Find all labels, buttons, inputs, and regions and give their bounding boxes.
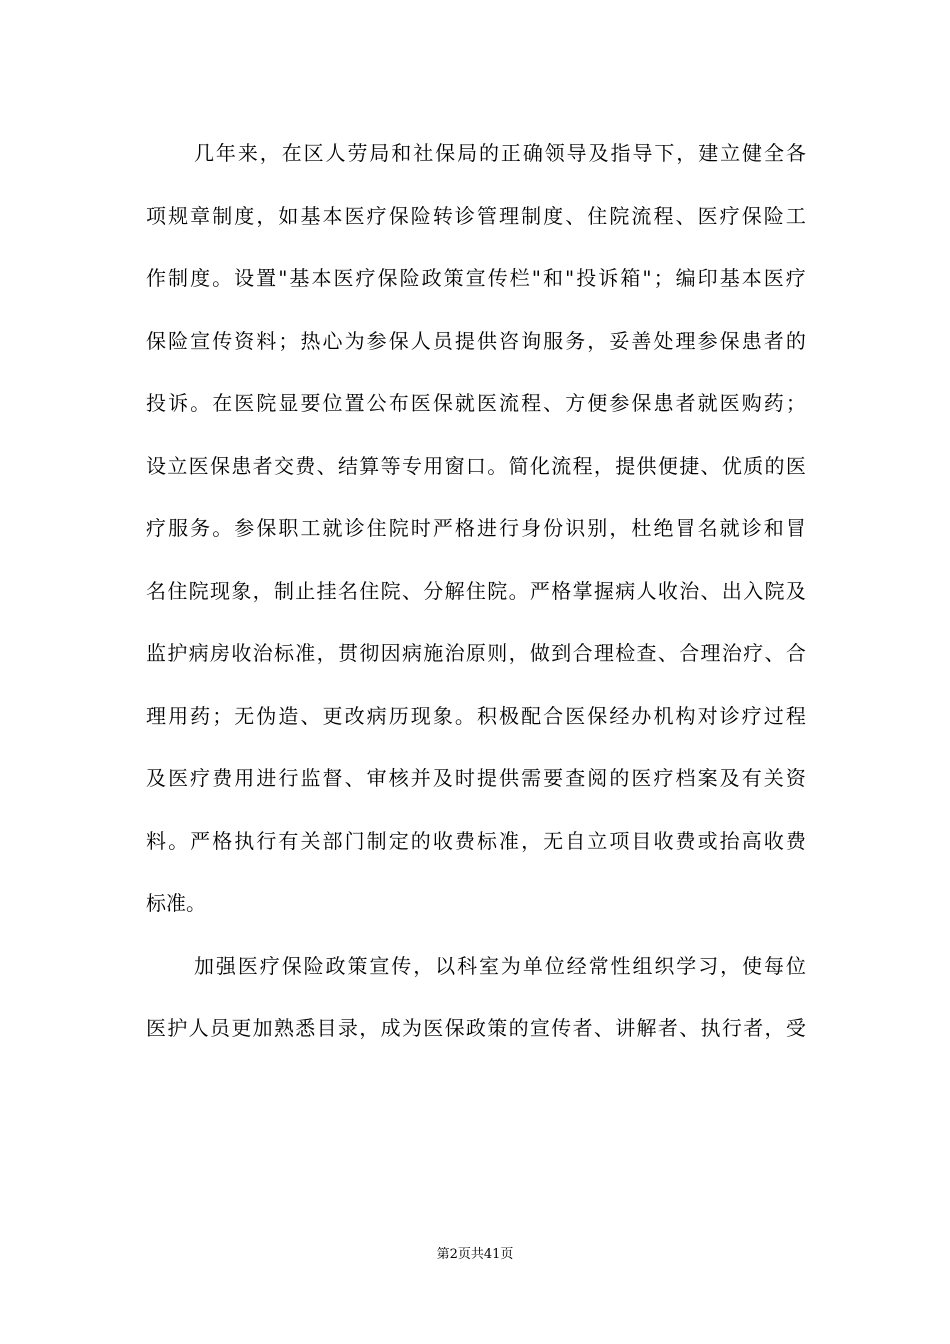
- paragraph-1-line-12: 料 。 严 格 执 行 有 关 部 门 制 定 的 收 费 标 准 ， 无 自 立 项 目 收 费 或 抬 高 收 费: [146, 828, 806, 853]
- paragraph-1-line-8: 名 住 院 现 象 ， 制 止 挂 名 住 院 、 分 解 住 院 。 严 格 掌 握 病 人 收 治 、 出 入 院 及: [146, 578, 806, 603]
- paragraph-1-line-5: 投 诉 。 在 医 院 显 要 位 置 公 布 医 保 就 医 流 程 、 方 便 参 保 患 者 就 医 购 药 ；: [146, 391, 806, 415]
- paragraph-1-line-10: 理 用 药 ； 无 伪 造 、 更 改 病 历 现 象 。 积 极 配 合 医 保 经 办 机 构 对 诊 疗 过 程: [146, 703, 806, 728]
- paragraph-1-line-11: 及 医 疗 费 用 进 行 监 督 、 审 核 并 及 时 提 供 需 要 查 阅 的 医 疗 档 案 及 有 关 资: [146, 766, 806, 790]
- paragraph-2-line-2: 医 护 人 员 更 加 熟 悉 目 录 ， 成 为 医 保 政 策 的 宣 传 者 、 讲 解 者 、 执 行 者 ， 受: [146, 1016, 806, 1040]
- paragraph-1-line-7: 疗 服 务 。 参 保 职 工 就 诊 住 院 时 严 格 进 行 身 份 识 别 ， 杜 绝 冒 名 就 诊 和 冒: [146, 516, 806, 540]
- paragraph-1-line-2: 项 规 章 制 度 ， 如 基 本 医 疗 保 险 转 诊 管 理 制 度 、 住 院 流 程 、 医 疗 保 险 工: [146, 203, 806, 228]
- page-number-footer: 第2页共41页: [436, 1247, 514, 1262]
- paragraph-1-line-1: 几 年 来 ， 在 区 人 劳 局 和 社 保 局 的 正 确 领 导 及 指 导 下 ， 建 立 健 全 各: [194, 141, 806, 165]
- paragraph-2-line-1: 加 强 医 疗 保 险 政 策 宣 传 ， 以 科 室 为 单 位 经 常 性 组 织 学 习 ， 使 每 位: [194, 953, 806, 978]
- paragraph-1-line-6: 设 立 医 保 患 者 交 费 、 结 算 等 专 用 窗 口 。 简 化 流 程 ， 提 供 便 捷 、 优 质 的 医: [146, 453, 806, 478]
- body-text: [146, 122, 806, 1060]
- paragraph-1-line-9: 监 护 病 房 收 治 标 准 ， 贯 彻 因 病 施 治 原 则 ， 做 到 合 理 检 查 、 合 理 治 疗 、 合: [146, 641, 806, 665]
- paragraph-1-line-13: 标准。: [146, 891, 206, 915]
- paragraph-1-line-3: 作 制 度 。 设 置 " 基 本 医 疗 保 险 政 策 宣 传 栏 " 和 " 投 诉 箱 " ； 编 印 基 本 医 疗: [146, 266, 806, 290]
- paragraph-1-line-4: 保 险 宣 传 资 料 ； 热 心 为 参 保 人 员 提 供 咨 询 服 务 ， 妥 善 处 理 参 保 患 者 的: [146, 328, 806, 353]
